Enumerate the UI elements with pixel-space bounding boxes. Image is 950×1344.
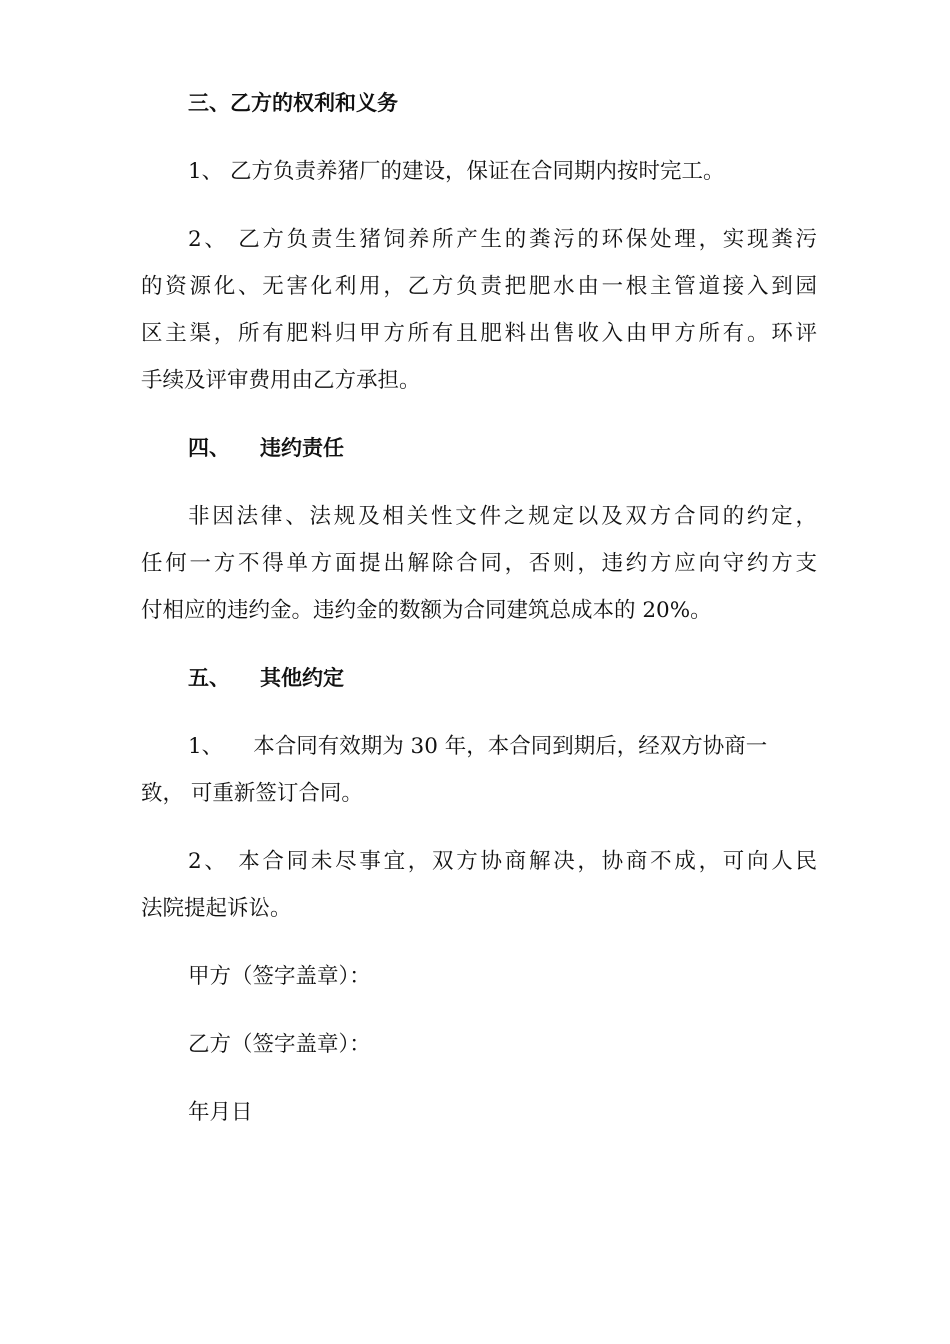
section-5-item-2-line-1: 2、 本合同未尽事宜，双方协商解决，协商不成，可向人民 [188, 849, 817, 874]
section-5-item-1-line-2: 致， 可重新签订合同。 [141, 781, 363, 806]
section-4-heading-number: 四、 [188, 436, 230, 460]
section-4-heading-text: 违约责任 [260, 436, 344, 460]
section-3-item-2-line-1: 2、 乙方负责生猪饲养所产生的粪污的环保处理，实现粪污 [188, 227, 817, 252]
section-3-item-1: 1、 乙方负责养猪厂的建设，保证在合同期内按时完工。 [188, 159, 725, 184]
section-3-item-2-line-3: 区主渠，所有肥料归甲方所有且肥料出售收入由甲方所有。环评 [141, 321, 817, 346]
section-5-heading-number: 五、 [188, 666, 230, 690]
section-4-paragraph-line-1: 非因法律、法规及相关性文件之规定以及双方合同的约定， [188, 504, 817, 529]
section-4-paragraph-line-3: 付相应的违约金。违约金的数额为合同建筑总成本的 20%。 [141, 598, 712, 623]
section-5-heading [141, 655, 817, 702]
section-5-item-1-number: 1、 [188, 734, 224, 759]
section-5-item-2-line-2: 法院提起诉讼。 [141, 896, 292, 921]
section-3-item-2-line-2: 的资源化、无害化利用，乙方负责把肥水由一根主管道接入到园 [141, 274, 817, 299]
section-3-heading: 三、乙方的权利和义务 [188, 91, 398, 115]
section-5-heading-text: 其他约定 [260, 666, 344, 690]
party-a-signature-label: 甲方（签字盖章）： [188, 964, 371, 989]
document-body [141, 80, 817, 1136]
date-label: 年月日 [188, 1100, 253, 1125]
section-4-heading [141, 425, 817, 472]
section-4-paragraph-line-2: 任何一方不得单方面提出解除合同，否则，违约方应向守约方支 [141, 551, 817, 576]
party-b-signature-label: 乙方（签字盖章）： [188, 1032, 371, 1057]
section-5-item-1-line-1 [141, 723, 817, 770]
section-5-item-1-text: 本合同有效期为 30 年，本合同到期后，经双方协商一 [253, 734, 768, 759]
section-3-item-2-line-4: 手续及评审费用由乙方承担。 [141, 368, 421, 393]
